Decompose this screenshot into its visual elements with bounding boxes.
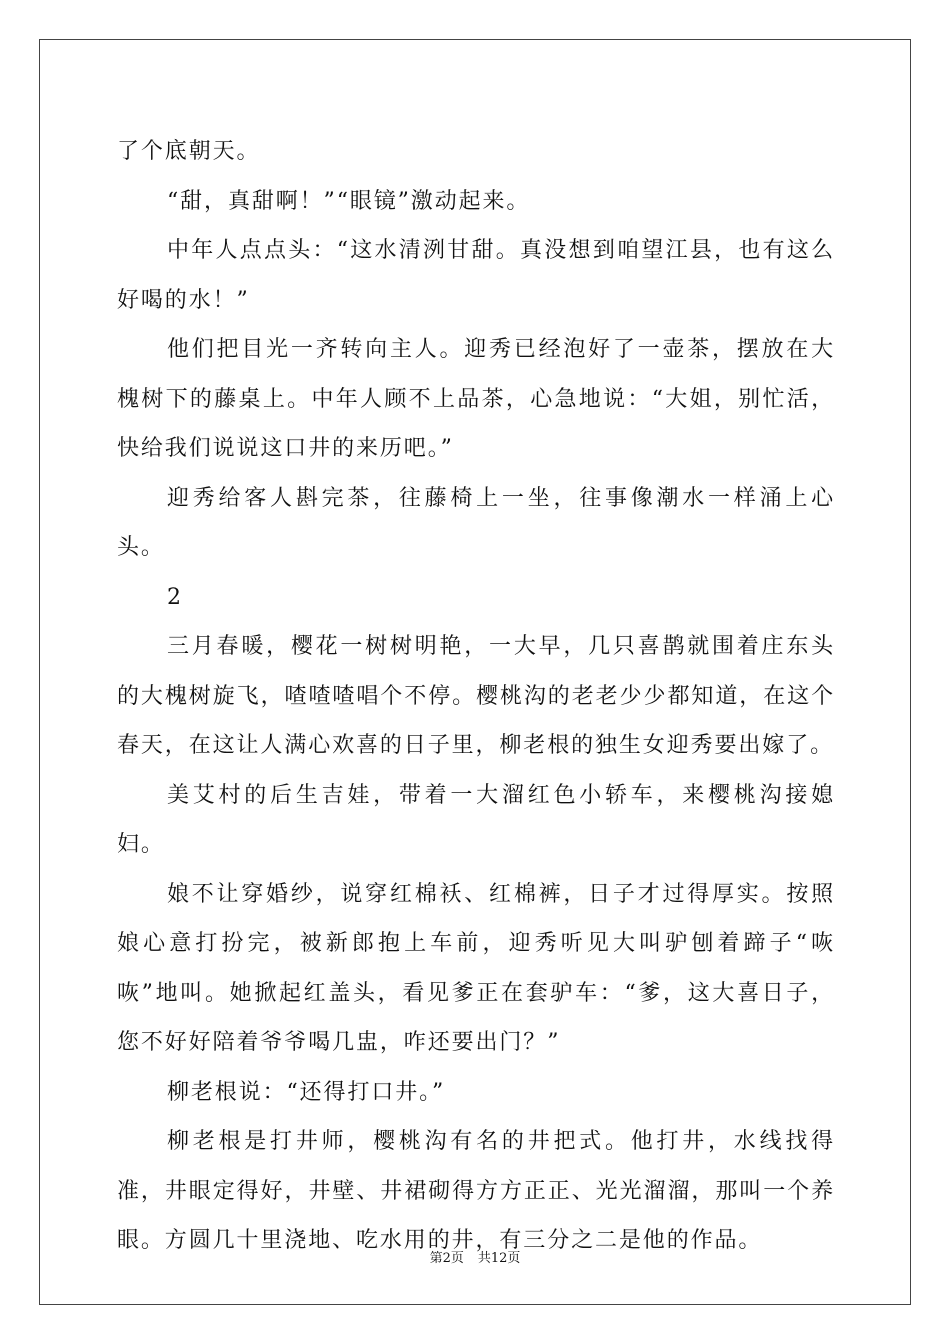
page-footer bbox=[0, 1247, 950, 1266]
paragraph-5: 迎秀给客人斟完茶，往藤椅上一坐，往事像潮水一样涌上心头。 bbox=[117, 485, 835, 560]
paragraph-6: 三月春暖，樱花一树树明艳，一大早，几只喜鹊就围着庄东头的大槐树旋飞，喳喳喳唱个不停。樱桃沟的老老少少都知道，在这个春天，在这让人满心欢喜的日子里，柳老根的独生女迎秀要出嫁了。 bbox=[117, 634, 835, 758]
document-body bbox=[117, 127, 835, 1266]
paragraph-10: 柳老根是打井师，樱桃沟有名的井把式。他打井，水线找得准，井眼定得好，井壁、井裙砌得方方正正、光光溜溜，那叫一个养眼。方圆几十里浇地、吃水用的井，有三分之二是他的作品。 bbox=[117, 1129, 835, 1253]
paragraph-1: 了个底朝天。 bbox=[117, 139, 261, 164]
page-number: 第2页 bbox=[429, 1251, 464, 1266]
paragraph-8: 娘不让穿婚纱，说穿红棉袄、红棉裤，日子才过得厚实。按照娘心意打扮完，被新郎抱上车前，迎秀听见大叫驴刨着蹄子“咴咴”地叫。她掀起红盖头，看见爹正在套驴车：“爹，这大喜日子，您不好好陪着爷爷喝几盅，咋还要出门？” bbox=[117, 881, 835, 1055]
section-number: 2 bbox=[167, 584, 183, 610]
paragraph-9: 柳老根说：“还得打口井。” bbox=[167, 1079, 446, 1105]
paragraph-3: 中年人点点头：“这水清洌甘甜。真没想到咱望江县，也有这么好喝的水！” bbox=[117, 238, 835, 313]
total-pages: 共12页 bbox=[477, 1251, 521, 1266]
paragraph-7: 美艾村的后生吉娃，带着一大溜红色小轿车，来樱桃沟接媳妇。 bbox=[117, 782, 835, 857]
paragraph-2: “甜，真甜啊！”“眼镜”激动起来。 bbox=[167, 188, 531, 214]
paragraph-4: 他们把目光一齐转向主人。迎秀已经泡好了一壶茶，摆放在大槐树下的藤桌上。中年人顾不上品茶，心急地说：“大姐，别忙活，快给我们说说这口井的来历吧。” bbox=[117, 337, 835, 461]
